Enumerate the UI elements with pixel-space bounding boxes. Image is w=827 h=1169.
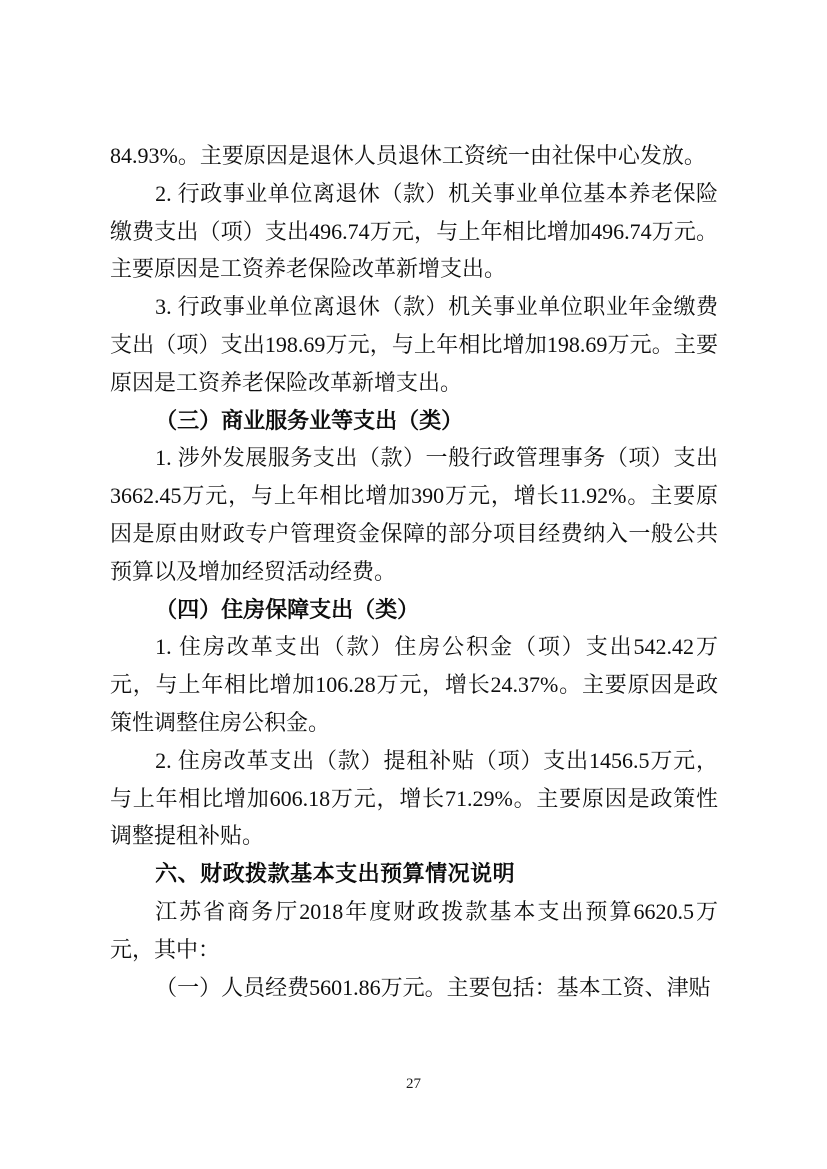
- section-heading-basic-expenditure-budget: 六、财政拨款基本支出预算情况说明: [155, 861, 516, 887]
- paragraph-occupational-annuity: 3. 行政事业单位离退休（款）机关事业单位职业年金缴费支出（项）支出198.69万元，与上年相比增加198.69万元。主要原因是工资养老保险改革新增支出。: [110, 294, 718, 395]
- paragraph-housing-provident-fund: 1. 住房改革支出（款）住房公积金（项）支出542.42万元，与上年相比增加106.28万元，增长24.37%。主要原因是政策性调整住房公积金。: [110, 634, 718, 735]
- page-body: [110, 137, 718, 1006]
- paragraph-rent-subsidy: 2. 住房改革支出（款）提租补贴（项）支出1456.5万元，与上年相比增加606.18万元，增长71.29%。主要原因是政策性调整提租补贴。: [110, 747, 718, 849]
- page-number: 27: [406, 1076, 421, 1092]
- subheading-commercial-services-expenditure: （三）商业服务业等支出（类）: [155, 407, 464, 433]
- paragraph-basic-expenditure-total: 江苏省商务厅2018年度财政拨款基本支出预算6620.5万元，其中：: [110, 898, 718, 962]
- subheading-housing-security-expenditure: （四）住房保障支出（类）: [155, 596, 420, 622]
- paragraph-basic-pension-insurance: 2. 行政事业单位离退休（款）机关事业单位基本养老保险缴费支出（项）支出496.74万元，与上年相比增加496.74万元。主要原因是工资养老保险改革新增支出。: [110, 180, 718, 282]
- paragraph-personnel-expenses: （一）人员经费5601.86万元。主要包括：基本工资、津贴: [155, 974, 711, 1000]
- paragraph-foreign-development-services: 1. 涉外发展服务支出（款）一般行政管理事务（项）支出3662.45万元，与上年相比增加390万元，增长11.92%。主要原因是原由财政专户管理资金保障的部分项目经费纳入一般公共预算以及增加经贸活动经费。: [110, 445, 718, 584]
- paragraph-pension-payout-continuation: 84.93%。主要原因是退休人员退休工资统一由社保中心发放。: [110, 143, 706, 168]
